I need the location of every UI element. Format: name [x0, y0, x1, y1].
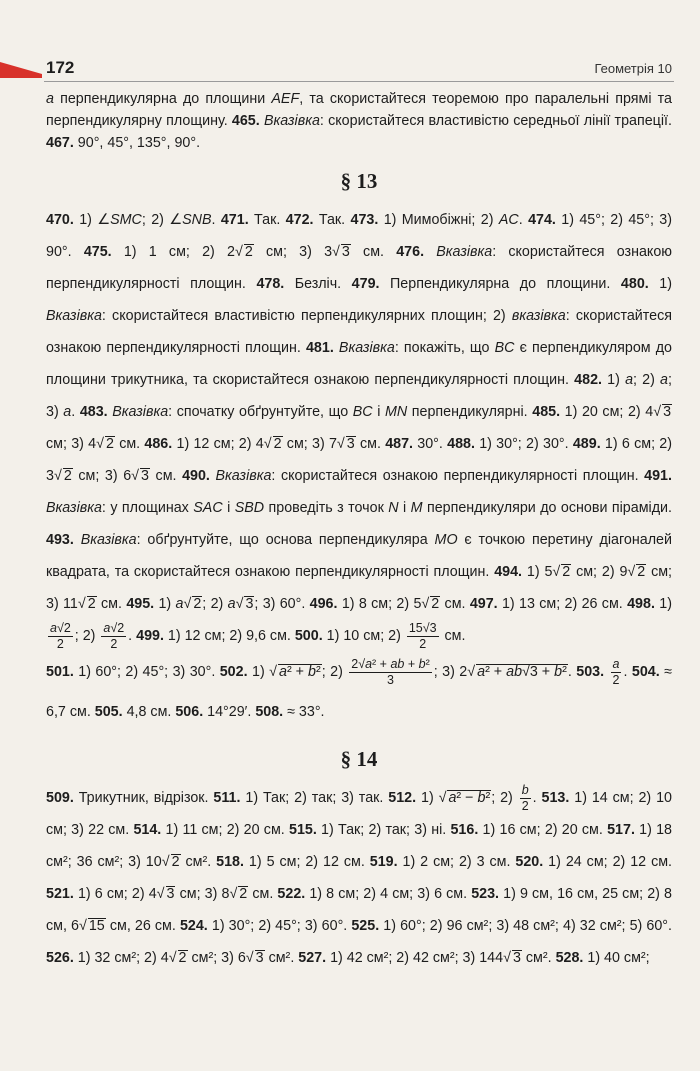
answers-paragraph-prev: a перпендикулярна до площини AEF, та скористайтеся теоремою про паралельні прямі та перпендикулярну площину. 465. Вказівка: скористайтеся властивістю середньої лінії трапеції. 467. 90°, 45°, 135°, 90°.: [46, 91, 672, 151]
section-heading-13: § 13: [340, 169, 378, 193]
section-heading-14: § 14: [340, 747, 378, 771]
header-rule: [44, 81, 674, 82]
running-title: Геометрія 10: [594, 61, 672, 76]
answers-paragraph-13: 470. 1) ∠SMC; 2) ∠SNB. 471. Так. 472. Так. 473. 1) Мимобіжні; 2) AC. 474. 1) 45°; 2) 45°; 3) 90°. 475. 1) 1 см; 2) 2√ 2 см; 3) 3√ 3 см. 476. Вказівка: скористайтеся ознакою перпендикулярності площин. 478. Безліч. 479. Перпендикулярна до площини. 480. 1) Вказівка: скористайтеся властивістю перпендикулярних площин; 2) вказівка: скористайтеся ознакою перпендикулярності площин. 481. Вказівка: покажіть, що BC є перпендикуляром до площини трикутника, та скористайтеся ознакою перпендикулярності площин. 482. 1) a; 2) a; 3) a. 483. Вказівка: спочатку обґрунтуйте, що BC і MN перпендикулярні. 485. 1) 20 см; 2) 4√ 3 см; 3) 4√ 2 см. 486. 1) 12 см; 2) 4√ 2 см; 3) 7√ 3 см. 487. 30°. 488. 1) 30°; 2) 30°. 489. 1) 6 см; 2) 3√ 2 см; 3) 6√ 3 см. 490. Вказівка: скористайтеся ознакою перпендикулярності площин. 491. Вказівка: у площинах SAC і SBD проведіть з точок N і M перпендикуляри до основи піраміди. 493. Вказівка: обґрунтуйте, що основа перпендикуляра MO є точкою перетину діагоналей квадрата, та скористайтеся ознакою перпендикулярності площин. 494. 1) 5√ 2 см; 2) 9√ 2 см; 3) 11√ 2 см. 495. 1) a√ 2; 2) a√ 3; 3) 60°. 496. 1) 8 см; 2) 5√ 2 см. 497. 1) 13 см; 2) 26 см. 498. 1) $\frac{a√2}{2}$ ; 2) $\frac{a√2}{2}$ . 499. 1) 12 см; 2) 9,6 см. 500. 1) 10 см; 2) $\frac{15√3}{2}$ см.: [46, 204, 672, 652]
answers-body: [46, 88, 672, 974]
page-number: 172: [46, 58, 75, 77]
answers-paragraph-13b: 501. 1) 60°; 2) 45°; 3) 30°. 502. 1) √ a² + b²; 2) $\frac{\text{2√a² + ab + b²}}{3}$ ; 3) 2√ a² + ab√3 + b². 503. $\frac{a}{2}$ . 504. ≈ 6,7 см. 505. 4,8 см. 506. 14°29′. 508. ≈ 33°.: [46, 652, 672, 732]
page-corner-marker: [0, 58, 42, 78]
answers-paragraph-14: 509. Трикутник, відрізок. 511. 1) Так; 2) так; 3) так. 512. 1) √ a² − b²; 2) $\frac{b}{2}$ . 513. 1) 14 см; 2) 10 см; 3) 22 см. 514. 1) 11 см; 2) 20 см. 515. 1) Так; 2) так; 3) ні. 516. 1) 16 см; 2) 20 см. 517. 1) 18 см²; 36 см²; 3) 10√ 2 см². 518. 1) 5 см; 2) 12 см. 519. 1) 2 см; 2) 3 см. 520. 1) 24 см; 2) 12 см. 521. 1) 6 см; 2) 4√ 3 см; 3) 8√ 2 см. 522. 1) 8 см; 2) 4 см; 3) 6 см. 523. 1) 9 см, 16 см, 25 см; 2) 8 см, 6√ 15 см, 26 см. 524. 1) 30°; 2) 45°; 3) 60°. 525. 1) 60°; 2) 96 см²; 3) 48 см²; 4) 32 см²; 5) 60°. 526. 1) 32 см²; 2) 4√ 2 см²; 3) 6√ 3 см². 527. 1) 42 см²; 2) 42 см²; 3) 144√ 3 см². 528. 1) 40 см²;: [46, 782, 672, 974]
